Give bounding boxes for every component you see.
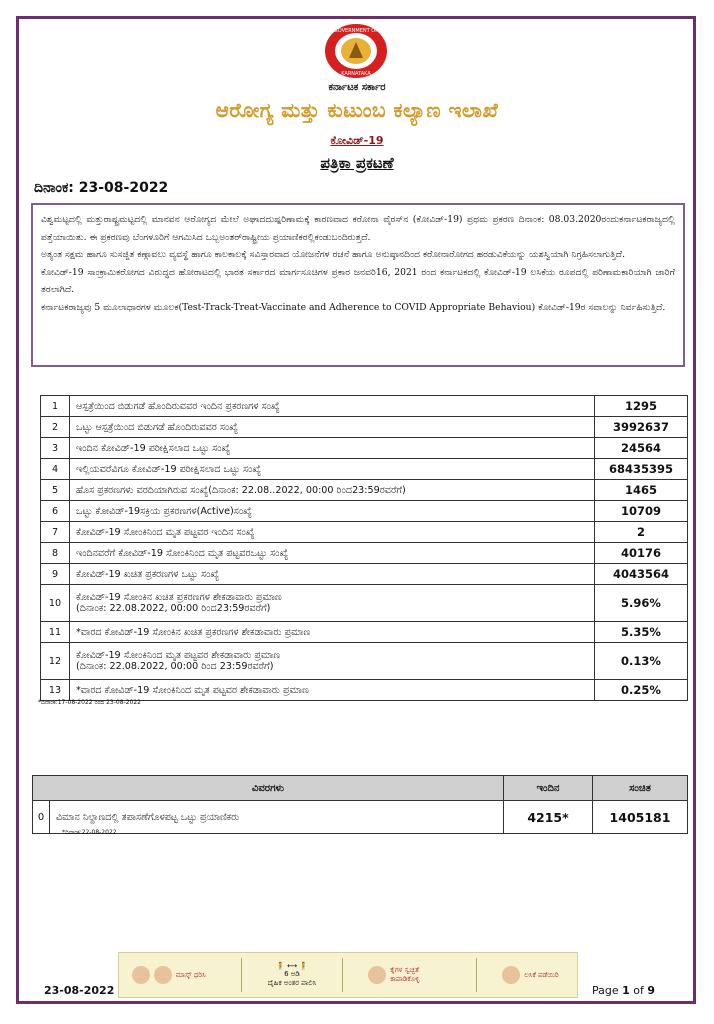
- table-row: 5 ಹೊಸ ಪ್ರಕರಣಗಳು ವರದಿಯಾಗಿರುವ ಸಂಖ್ಯೆ(ದಿನಾಂಕ: 22.08..2022, 00:00 ರಿಂದ23:59ರವರೆಗೆ) 1465: [41, 480, 688, 501]
- table-row: 6 ಒಟ್ಟು ಕೋವಿಡ್-19ಸಕ್ರಿಯ ಪ್ರಕರಣಗಳ(Active)ಸಂಖ್ಯೆ 10709: [41, 501, 688, 522]
- mask-icon: [154, 966, 172, 984]
- table-row: 1 ಆಸ್ಪತ್ರೆಯಿಂದ ಬಿಡುಗಡೆ ಹೊಂದಿರುವವರ ಇಂದಿನ ಪ್ರಕರಣಗಳ ಸಂಖ್ಯೆ 1295: [41, 396, 688, 417]
- press-release-title: ಪತ್ರಿಕಾ ಪ್ರಕಟಣೆ: [320, 154, 394, 172]
- header-details: ವಿವರಗಳು: [33, 776, 504, 801]
- footer-date: 23-08-2022: [44, 984, 115, 997]
- page-indicator: Page 1 of 9: [592, 984, 656, 997]
- table-header-row: [33, 776, 688, 801]
- intro-box: [31, 203, 685, 367]
- footnote-weekly-range: *ದಿನಾಂಕ:17-08-2022 ರಿಂದ 23-08-2022: [38, 699, 141, 706]
- table-row: 7 ಕೋವಿಡ್-19 ಸೋಂಕಿನಿಂದ ಮೃತ ಪಟ್ಟವರ ಇಂದಿನ ಸಂಖ್ಯೆ 2: [41, 522, 688, 543]
- table-row: 8 ಇಂದಿನವರೆಗೆ ಕೋವಿಡ್-19 ಸೋಂಕಿನಿಂದ ಮೃತ ಪಟ್ಟವರಒಟ್ಟು ಸಂಖ್ಯೆ 40176: [41, 543, 688, 564]
- header-cumulative: ಸಂಚಿತ: [593, 776, 688, 801]
- intro-paragraph: ಅತ್ಯಂತ ಸಕ್ಷಮ ಹಾಗೂ ಸುಸಜ್ಜಿತ ಕಣ್ಗಾವಲು ವ್ಯವಸ್ಥೆ ಹಾಗೂ ಕಾಲಕಾಲಕ್ಕೆ ಸವಿಸ್ತಾರವಾದ ಯೋಜನೆಗಳ ರಚನೆ ಹಾಗೂ ಅನುಷ್ಠಾನದಿಂದ ಕರೋನಾರೋಗದ ಹರಡುವಿಕೆಯನ್ನು ಯಶಸ್ವಿಯಾಗಿ ನಿಗ್ರಹಿಸಲಾಗುತ್ತಿದೆ.: [41, 249, 625, 260]
- table-row: 10 ಕೋವಿಡ್-19 ಸೋಂಕಿನ ಖಚಿತ ಪ್ರಕರಣಗಳ ಶೇಕಡಾವಾರು ಪ್ರಮಾಣ (ದಿನಾಂಕ: 22.08.2022, 00:00 ರಿಂದ23:59ರವರೆಗೆ) 5.96%: [41, 585, 688, 622]
- handwash-icon: [368, 966, 386, 984]
- table-row: 12 ಕೋವಿಡ್-19 ಸೋಂಕಿನಿಂದ ಮೃತ ಪಟ್ಟವರ ಶೇಕಡಾವಾರು ಪ್ರಮಾಣ (ದಿನಾಂಕ: 22.08.2022, 00:00 ರಿಂದ 23:59ರವರೆಗೆ) 0.13%: [41, 643, 688, 680]
- stats-table: [40, 395, 688, 701]
- safety-banner: ಮಾಸ್ಕ್ ಧರಿಸಿ 🧍 ⟷ 🧍 6 ಅಡಿ ದೈಹಿಕ ಅಂತರ ಪಾಲಿಸಿ ಕೈಗಳ ಸ್ವಚ್ಛತೆ ಕಾಪಾಡಿಕೊಳ್ಳಿ ಲಸಿಕೆ ಪಡೆಯಿರಿ: [118, 952, 578, 998]
- footnote-date: *ದಿನಾಂಕ:22-08-2022: [62, 829, 117, 836]
- table-row: 3 ಇಂದಿನ ಕೋವಿಡ್-19 ಪರೀಕ್ಷಿಸಲಾದ ಒಟ್ಟು ಸಂಖ್ಯೆ 24564: [41, 438, 688, 459]
- table-row: 13 *ವಾರದ ಕೋವಿಡ್-19 ಸೋಂಕಿನಿಂದ ಮೃತ ಪಟ್ಟವರ ಶೇಕಡಾವಾರು ಪ್ರಮಾಣ 0.25%: [41, 680, 688, 701]
- intro-paragraph: ವಿಶ್ವಮಟ್ಟದಲ್ಲಿ ಮತ್ತುರಾಷ್ಟ್ರಮಟ್ಟದಲ್ಲಿ ಮಾನವನ ಆರೋಗ್ಯದ ಮೇಲೆ ಅಘಾದದುಷ್ಪರಿಣಾಮಕ್ಕೆ ಕಾರಣವಾದ ಕರೋನಾ ವೈರಸ್‌ನ (ಕೋವಿಡ್-19) ಪ್ರಥಮ ಪ್ರಕರಣ ದಿನಾಂಕ: 08.03.2020ರಂದುಕರ್ನಾಟಕರಾಜ್ಯದಲ್ಲಿ ಪತ್ತೆಯಾಯಿತು. ಈ ಪ್ರಕರಣವು ಬೆಂಗಳೂರಿಗೆ ಆಗಮಿಸಿದ ಒಬ್ಬಅಂತರ್‌ರಾಷ್ಟ್ರೀಯ ಪ್ರಯಾಣಿಕರಲ್ಲಿಕಂಡುಬಂದಿರುತ್ತದೆ.: [41, 214, 675, 243]
- release-date: ದಿನಾಂಕ: 23-08-2022: [34, 180, 169, 196]
- karnataka-emblem-icon: [323, 22, 389, 80]
- intro-paragraph: ಕರ್ನಾಟಕರಾಜ್ಯವು 5 ಮೂಲಾಧಾರಗಳ ಮೂಲಕ(Test-Track-Treat-Vaccinate and Adherence to COVID Appropriate Behaviou) ಕೋವಿಡ್-19ರ ಸವಾಲನ್ನು ನಿರ್ವಹಿಸುತ್ತಿದೆ.: [41, 301, 666, 313]
- header-today: ಇಂದಿನ: [504, 776, 593, 801]
- table-row: 11 *ವಾರದ ಕೋವಿಡ್-19 ಸೋಂಕಿನ ಖಚಿತ ಪ್ರಕರಣಗಳ ಶೇಕಡಾವಾರು ಪ್ರಮಾಣ 5.35%: [41, 622, 688, 643]
- emblem-top-text: GOVERNMENT OF: [333, 28, 379, 34]
- government-name: ಕರ್ನಾಟಕ ಸರ್ಕಾರ: [328, 82, 386, 93]
- table-row: 9 ಕೋವಿಡ್-19 ಖಚಿತ ಪ್ರಕರಣಗಳ ಒಟ್ಟು ಸಂಖ್ಯೆ 4043564: [41, 564, 688, 585]
- table-row: 0 ವಿಮಾನ ನಿಲ್ದಾಣದಲ್ಲಿ ತಪಾಸಣೆಗೊಳಪಟ್ಟ ಒಟ್ಟು ಪ್ರಯಾಣಿಕರು 4215* 1405181: [33, 801, 688, 834]
- department-title: ಆರೋಗ್ಯ ಮತ್ತು ಕುಟುಂಬ ಕಲ್ಯಾಣ ಇಲಾಖೆ: [215, 98, 499, 122]
- table-row: 4 ಇಲ್ಲಿಯವರೆವಿಗೂ ಕೋವಿಡ್-19 ಪರೀಕ್ಷಿಸಲಾದ ಒಟ್ಟು ಸಂಖ್ಯೆ 68435395: [41, 459, 688, 480]
- vaccine-icon: [502, 966, 520, 984]
- covid-subject: ಕೋವಿಡ್-19: [330, 134, 384, 147]
- distance-icon: 🧍 ⟷ 🧍: [276, 962, 308, 970]
- travel-table: [32, 775, 688, 834]
- emblem-bottom-text: KARNATAKA: [341, 71, 371, 77]
- mask-icon: [132, 966, 150, 984]
- intro-paragraph: ಕೋವಿಡ್-19 ಸಾಂಕ್ರಾಮಿಕರೋಗದ ವಿರುದ್ಧದ ಹೋರಾಟದಲ್ಲಿ ಭಾರತ ಸರ್ಕಾರದ ಮಾರ್ಗಸೂಚಿಗಳ ಪ್ರಕಾರ ಜನವರಿ16, 2021 ರಂದ ಕರ್ನಾಟಕದಲ್ಲಿ ಕೋವಿಡ್-19 ಲಸಿಕೆಯ ರೂಪದಲ್ಲಿ ಪರಿಣಾಮಕಾರಿಯಾಗಿ ಜಾರಿಗೆ ತರಲಾಗಿದೆ.: [41, 266, 675, 295]
- table-row: 2 ಒಟ್ಟು ಆಸ್ಪತ್ರೆಯಿಂದ ಬಿಡುಗಡೆ ಹೊಂದಿರುವವರ ಸಂಖ್ಯೆ 3992637: [41, 417, 688, 438]
